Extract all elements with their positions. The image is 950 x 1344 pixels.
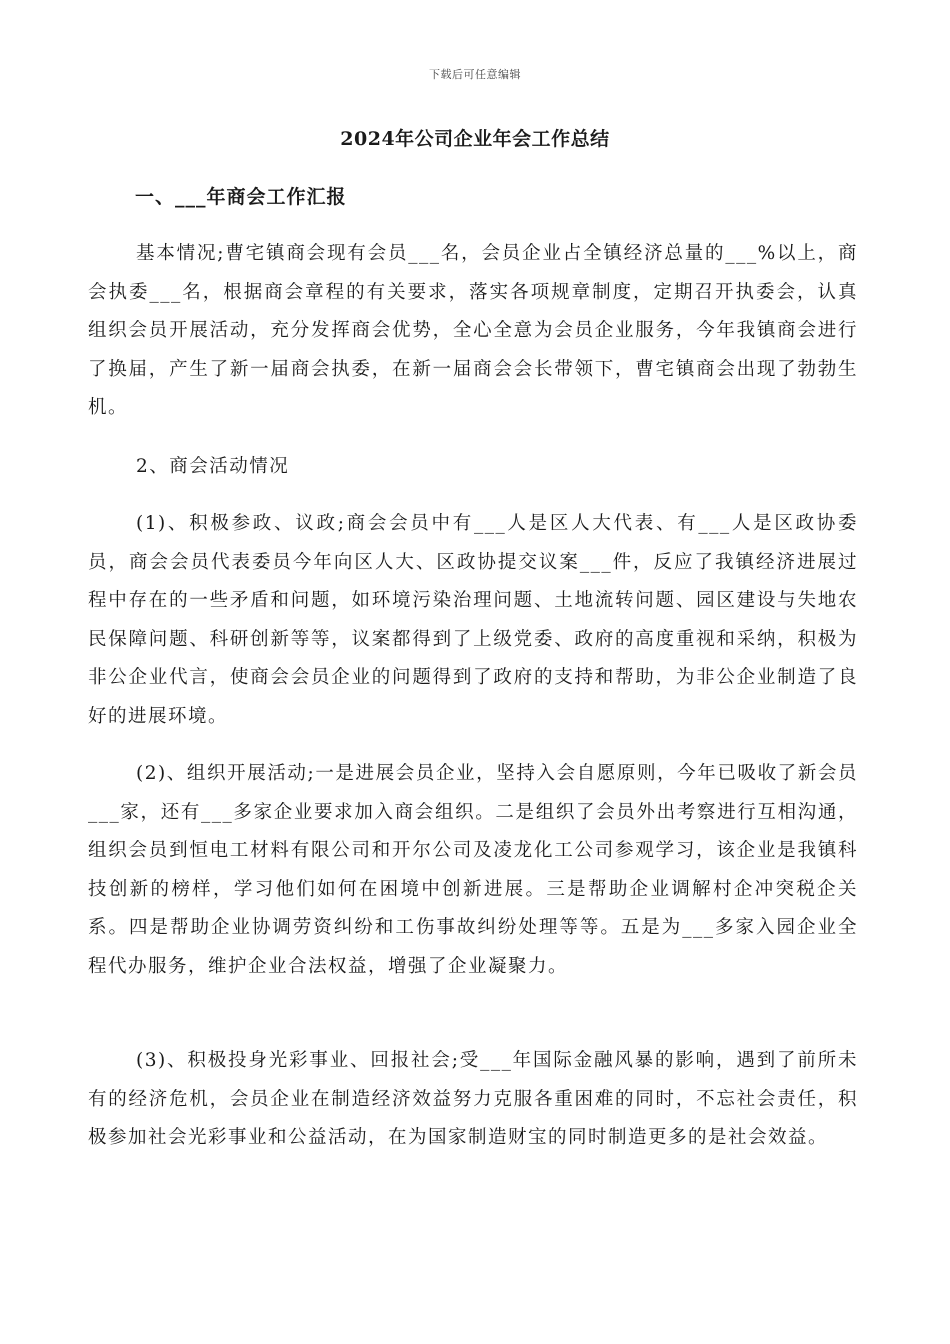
paragraph-activities-heading: 2、商会活动情况 (136, 456, 290, 477)
paragraph-social-responsibility: (3)、积极投身光彩事业、回报社会;受___年国际金融风暴的影响，遇到了前所未有的经济危机，会员企业在制造经济效益努力克服各重困难的同时，不忘社会责任，积极参加社会光彩事业和公益活动，在为国家制造财宝的同时制造更多的是社会效益。 (88, 1050, 858, 1148)
paragraph-participation: (1)、积极参政、议政;商会会员中有___人是区人大代表、有___人是区政协委员，商会会员代表委员今年向区人大、区政协提交议案___件，反应了我镇经济进展过程中存在的一些矛盾和问题，如环境污染治理问题、土地流转问题、园区建设与失地农民保障问题、科研创新等等，议案都得到了上级党委、政府的高度重视和采纳，积极为非公企业代言，使商会会员企业的问题得到了政府的支持和帮助，为非公企业制造了良好的进展环境。 (88, 513, 858, 727)
section-heading: 一、___年商会工作汇报 (135, 186, 347, 208)
document-title: 2024年公司企业年会工作总结 (340, 128, 610, 150)
header-note: 下载后可任意编辑 (429, 68, 521, 81)
paragraph-basic-situation: 基本情况;曹宅镇商会现有会员___名，会员企业占全镇经济总量的___%以上，商会执委___名，根据商会章程的有关要求，落实各项规章制度，定期召开执委会，认真组织会员开展活动，充分发挥商会优势，全心全意为会员企业服务，今年我镇商会进行了换届，产生了新一届商会执委，在新一届商会会长带领下，曹宅镇商会出现了勃勃生机。 (88, 243, 858, 418)
paragraph-organize-activities: (2)、组织开展活动;一是进展会员企业，坚持入会自愿原则，今年已吸收了新会员___家，还有___多家企业要求加入商会组织。二是组织了会员外出考察进行互相沟通，组织会员到恒电工材料有限公司和开尔公司及凌龙化工公司参观学习，该企业是我镇科技创新的榜样，学习他们如何在困境中创新进展。三是帮助企业调解村企冲突税企关系。四是帮助企业协调劳资纠纷和工伤事故纠纷处理等等。五是为___多家入园企业全程代办服务，维护企业合法权益，增强了企业凝聚力。 (88, 763, 858, 977)
